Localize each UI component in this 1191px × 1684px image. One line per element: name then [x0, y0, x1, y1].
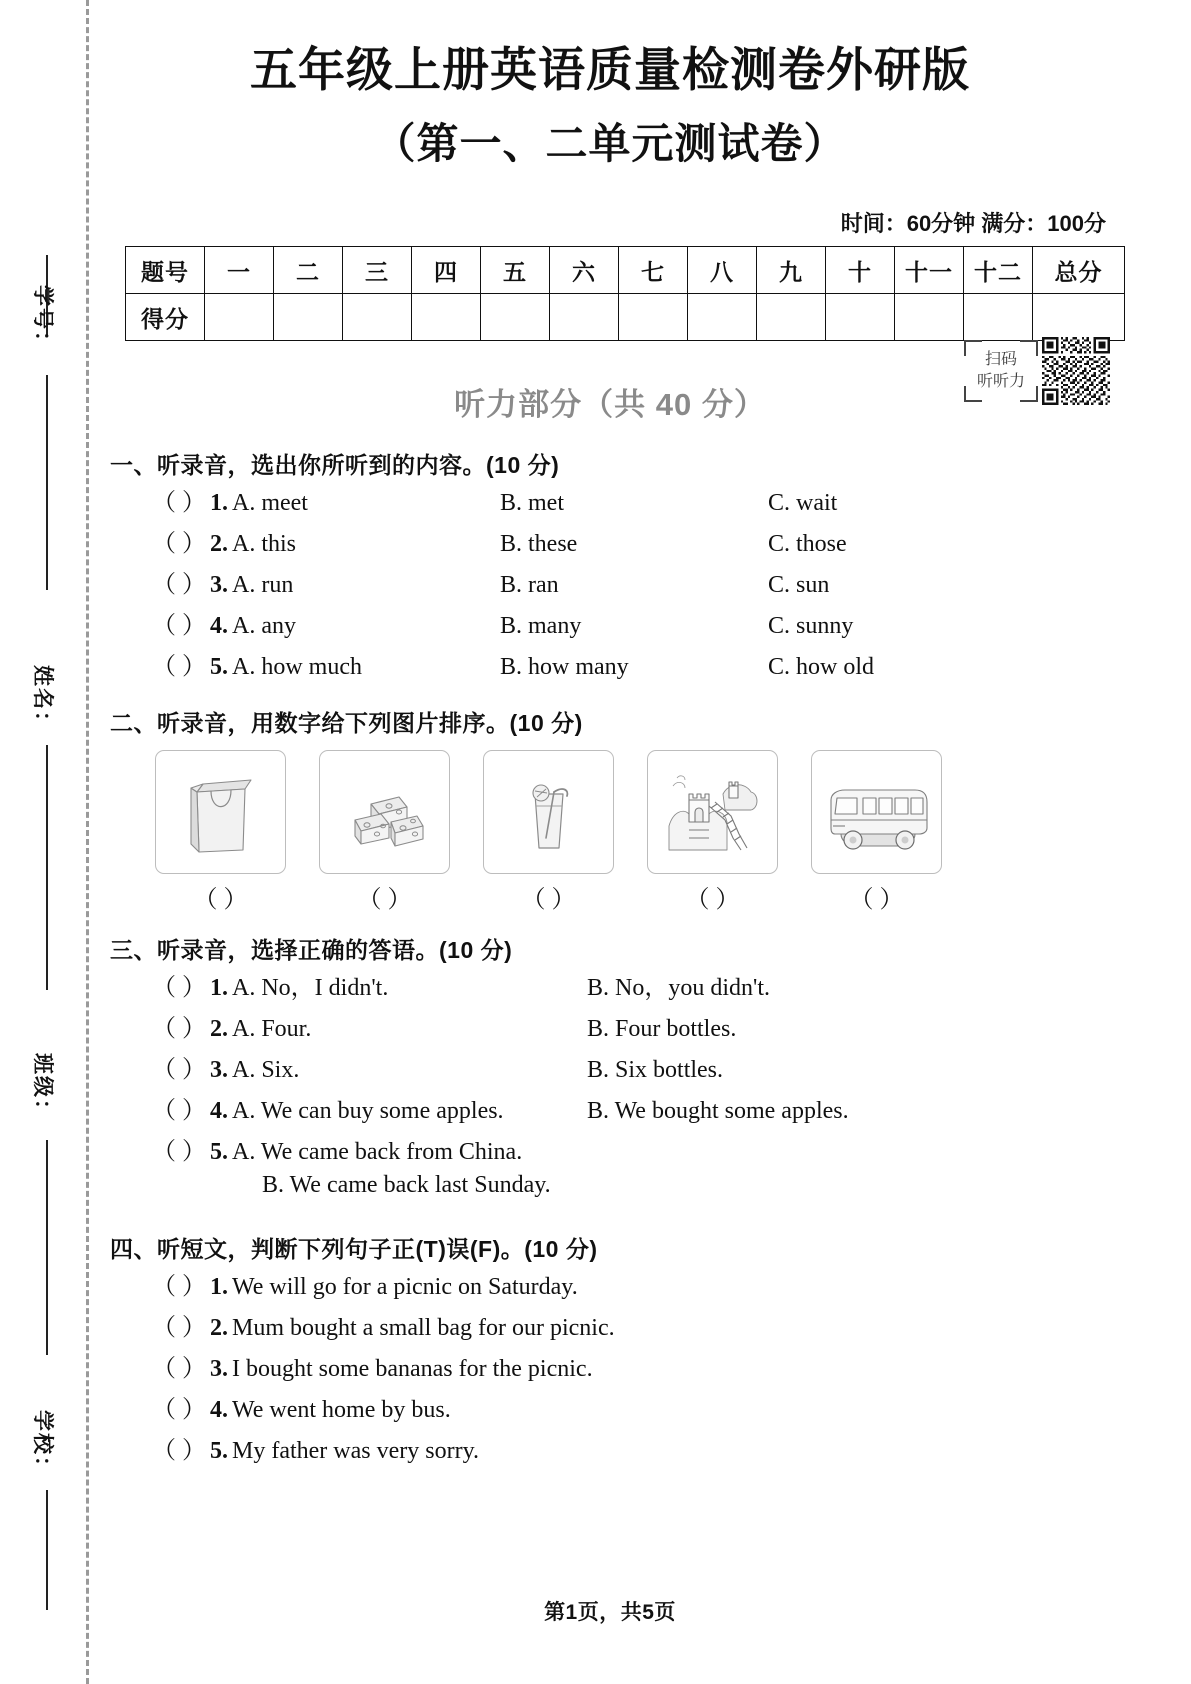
list-item[interactable]	[110, 482, 1110, 523]
statement-text: We will go for a picnic on Saturday.	[232, 1274, 578, 1300]
question-number: 2.	[210, 1315, 228, 1341]
list-item[interactable]	[110, 1430, 1110, 1471]
question-number: 2.	[210, 531, 228, 557]
answer-blank[interactable]: （ ）	[152, 490, 206, 516]
qr-code-icon[interactable]	[1042, 337, 1110, 405]
list-item[interactable]	[110, 564, 1110, 605]
margin-label-class: 班级：	[31, 1053, 54, 1122]
picture-answer-blank-4[interactable]: （ ）	[685, 887, 740, 913]
option-b[interactable]: B. many	[500, 613, 582, 639]
question-number: 5.	[210, 1139, 228, 1165]
option-c[interactable]: C. sun	[768, 572, 830, 598]
margin-label-student-id: 学号：	[31, 285, 54, 354]
picture-answer-blank-2[interactable]: （ ）	[357, 887, 412, 913]
score-col-5: 五	[481, 247, 550, 294]
answer-blank[interactable]: （ ）	[152, 1016, 206, 1042]
cheese-icon	[337, 764, 433, 860]
question-number: 1.	[210, 490, 228, 516]
option-c[interactable]: C. wait	[768, 490, 838, 516]
score-cell-10[interactable]	[826, 294, 895, 341]
score-cell-4[interactable]	[412, 294, 481, 341]
option-b[interactable]: B. Four bottles.	[587, 1016, 737, 1042]
score-table-row-label-1: 题号	[126, 247, 205, 294]
section-heading-3: 三、听录音，选择正确的答语。(10 分)	[110, 937, 513, 963]
score-col-6: 六	[550, 247, 619, 294]
margin-label-school: 学校：	[31, 1410, 54, 1479]
score-cell-6[interactable]	[550, 294, 619, 341]
picture-ordering-row	[110, 750, 1110, 874]
score-cell-9[interactable]	[757, 294, 826, 341]
statement-text: My father was very sorry.	[232, 1438, 480, 1464]
shopping-bag-icon	[173, 764, 269, 860]
section-heading-4: 四、听短文，判断下列句子正(T)误(F)。(10 分)	[110, 1236, 598, 1262]
question-number: 4.	[210, 613, 228, 639]
answer-blank[interactable]: （ ）	[152, 1057, 206, 1083]
question-number: 4.	[210, 1098, 228, 1124]
scan-label-frame	[964, 340, 1038, 402]
picture-answer-blank-5[interactable]: （ ）	[849, 887, 904, 913]
time-and-full-score: 时间：60分钟 满分：100分	[840, 211, 1106, 236]
score-col-11: 十一	[895, 247, 964, 294]
score-cell-7[interactable]	[619, 294, 688, 341]
option-a[interactable]: A. this	[232, 531, 297, 557]
option-a[interactable]: A. Four.	[232, 1016, 312, 1042]
option-a[interactable]: A. We came back from China.	[232, 1139, 523, 1165]
score-col-10: 十	[826, 247, 895, 294]
question-number: 5.	[210, 654, 228, 680]
margin-label-name: 姓名：	[31, 665, 54, 734]
great-wall-icon	[663, 764, 763, 860]
option-b[interactable]: B. No，you didn't.	[587, 975, 770, 1001]
option-c[interactable]: C. those	[768, 531, 847, 557]
answer-blank[interactable]: （ ）	[152, 1274, 206, 1300]
option-a[interactable]: A. any	[232, 613, 296, 639]
score-cell-1[interactable]	[205, 294, 274, 341]
score-col-4: 四	[412, 247, 481, 294]
table-row-scores	[126, 294, 1125, 341]
page-indicator: 第1页，共5页	[544, 1601, 676, 1624]
listening-section-title: 听力部分（共 40 分）	[454, 387, 766, 422]
option-b[interactable]: B. these	[500, 531, 578, 557]
score-cell-5[interactable]	[481, 294, 550, 341]
option-b[interactable]: B. We bought some apples.	[587, 1098, 849, 1124]
score-col-1: 一	[205, 247, 274, 294]
answer-blank[interactable]: （ ）	[152, 1438, 206, 1464]
score-col-7: 七	[619, 247, 688, 294]
answer-blank[interactable]: （ ）	[152, 572, 206, 598]
option-b[interactable]: B. met	[500, 490, 564, 516]
list-item-continuation[interactable]	[110, 1172, 1110, 1213]
answer-blank[interactable]: （ ）	[152, 1356, 206, 1382]
picture-card-1[interactable]	[155, 750, 286, 874]
answer-blank[interactable]: （ ）	[152, 1315, 206, 1341]
option-a[interactable]: A. No，I didn't.	[232, 975, 389, 1001]
score-table-row-label-2: 得分	[126, 294, 205, 341]
score-col-3: 三	[343, 247, 412, 294]
score-col-9: 九	[757, 247, 826, 294]
listening-banner	[110, 351, 1110, 429]
margin-rule-2	[46, 375, 48, 590]
option-a[interactable]: A. how much	[232, 654, 362, 680]
option-b[interactable]: B. We came back last Sunday.	[262, 1172, 551, 1198]
question-list-1	[110, 482, 1110, 687]
score-col-8: 八	[688, 247, 757, 294]
picture-answer-blank-3[interactable]: （ ）	[521, 887, 576, 913]
option-a[interactable]: A. run	[232, 572, 294, 598]
list-item[interactable]	[110, 605, 1110, 646]
score-cell-11[interactable]	[895, 294, 964, 341]
score-col-2: 二	[274, 247, 343, 294]
list-item[interactable]	[110, 1090, 1110, 1131]
margin-rule-5	[46, 1490, 48, 1610]
statement-text: Mum bought a small bag for our picnic.	[232, 1315, 615, 1341]
list-item[interactable]	[110, 1131, 1110, 1172]
student-info-margin	[0, 0, 86, 1684]
question-number: 1.	[210, 975, 228, 1001]
page-subtitle: （第一、二单元测试卷）	[373, 120, 847, 168]
bus-icon	[823, 764, 931, 860]
section-heading-2: 二、听录音，用数字给下列图片排序。(10 分)	[110, 710, 583, 736]
answer-blank[interactable]: （ ）	[152, 654, 206, 680]
option-b[interactable]: B. Six bottles.	[587, 1057, 724, 1083]
exam-page	[110, 0, 1110, 1684]
question-list-3	[110, 967, 1110, 1213]
score-cell-total[interactable]	[1033, 294, 1125, 341]
answer-blank[interactable]: （ ）	[152, 1098, 206, 1124]
answer-blank[interactable]: （ ）	[152, 613, 206, 639]
option-b[interactable]: B. ran	[500, 572, 559, 598]
score-cell-8[interactable]	[688, 294, 757, 341]
list-item[interactable]	[110, 1307, 1110, 1348]
score-cell-3[interactable]	[343, 294, 412, 341]
score-col-12: 十二	[964, 247, 1033, 294]
picture-answer-blanks-row	[110, 879, 1110, 914]
list-item[interactable]	[110, 1008, 1110, 1049]
statement-text: We went home by bus.	[232, 1397, 451, 1423]
statement-text: I bought some bananas for the picnic.	[232, 1356, 593, 1382]
list-item[interactable]	[110, 523, 1110, 564]
score-table	[125, 246, 1125, 341]
question-list-4	[110, 1266, 1110, 1471]
score-cell-2[interactable]	[274, 294, 343, 341]
scan-label-line1: 扫码	[984, 351, 1017, 369]
margin-rule-4	[46, 1140, 48, 1355]
option-b[interactable]: B. how many	[500, 654, 629, 680]
list-item[interactable]	[110, 967, 1110, 1008]
question-number: 2.	[210, 1016, 228, 1042]
page-title: 五年级上册英语质量检测卷外研版	[250, 43, 970, 96]
option-c[interactable]: C. sunny	[768, 613, 854, 639]
answer-blank[interactable]: （ ）	[152, 1397, 206, 1423]
list-item[interactable]	[110, 1348, 1110, 1389]
cut-line-divider	[86, 0, 89, 1684]
list-item[interactable]	[110, 1049, 1110, 1090]
table-row-question-numbers	[126, 247, 1125, 294]
scan-qr-group[interactable]	[964, 337, 1110, 405]
score-col-total: 总分	[1033, 247, 1125, 294]
question-number: 3.	[210, 1057, 228, 1083]
margin-rule-3	[46, 745, 48, 990]
scan-label-line2: 听听力	[976, 373, 1025, 390]
option-a[interactable]: A. Six.	[232, 1057, 300, 1083]
question-number: 3.	[210, 572, 228, 598]
answer-blank[interactable]: （ ）	[152, 531, 206, 557]
option-a[interactable]: A. meet	[232, 490, 308, 516]
drink-glass-icon	[501, 764, 597, 860]
picture-card-5[interactable]	[811, 750, 942, 874]
question-number: 4.	[210, 1397, 228, 1423]
list-item[interactable]	[110, 1389, 1110, 1430]
list-item[interactable]	[110, 646, 1110, 687]
answer-blank[interactable]: （ ）	[152, 975, 206, 1001]
picture-card-2[interactable]	[319, 750, 450, 874]
list-item[interactable]	[110, 1266, 1110, 1307]
question-number: 1.	[210, 1274, 228, 1300]
option-c[interactable]: C. how old	[768, 654, 875, 680]
picture-answer-blank-1[interactable]: （ ）	[193, 887, 248, 913]
question-number: 3.	[210, 1356, 228, 1382]
picture-card-4[interactable]	[647, 750, 778, 874]
picture-card-3[interactable]	[483, 750, 614, 874]
option-a[interactable]: A. We can buy some apples.	[232, 1098, 504, 1124]
score-cell-12[interactable]	[964, 294, 1033, 341]
answer-blank[interactable]: （ ）	[152, 1139, 206, 1165]
section-heading-1: 一、听录音，选出你所听到的内容。(10 分)	[110, 452, 560, 478]
question-number: 5.	[210, 1438, 228, 1464]
